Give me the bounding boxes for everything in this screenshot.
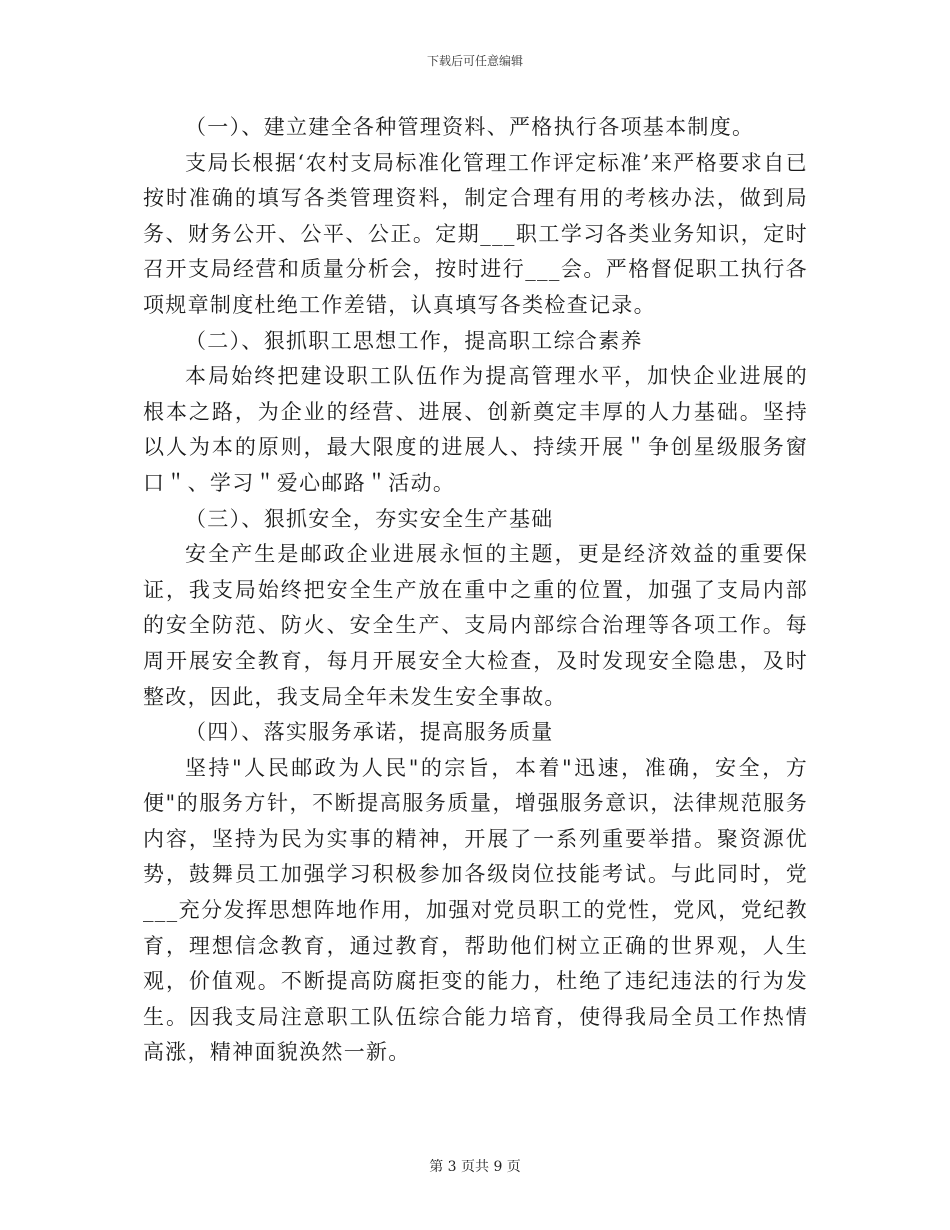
paragraph-3: 安全产生是邮政企业进展永恒的主题，更是经济效益的重要保证，我支局始终把安全生产放在重中之重的位置，加强了支局内部的安全防范、防火、安全生产、支局内部综合治理等各项工作。每周开展安全教育，每月开展安全大检查，及时发现安全隐患，及时整改，因此，我支局全年未发生安全事故。 <box>143 542 808 709</box>
paragraph-2: 本局始终把建设职工队伍作为提高管理水平，加快企业进展的根本之路，为企业的经营、进展、创新奠定丰厚的人力基础。坚持以人为本的原则，最大限度的进展人、持续开展＂争创星级服务窗口＂、学习＂爱心邮路＂活动。 <box>143 364 808 495</box>
page-number: 第 3 页共 9 页 <box>429 1159 521 1175</box>
document-body <box>143 110 808 1071</box>
section-heading-4: （四）、落实服务承诺，提高服务质量 <box>185 720 554 745</box>
paragraph-4: 坚持"人民邮政为人民"的宗旨，本着"迅速，准确，安全，方便"的服务方针，不断提高服务质量，增强服务意识，法律规范服务内容，坚持为民为实事的精神，开展了一系列重要举措。聚资源优势，鼓舞员工加强学习积极参加各级岗位技能考试。与此同时，党___充分发挥思想阵地作用，加强对党员职工的党性，党风，党纪教育，理想信念教育，通过教育，帮助他们树立正确的世界观，人生观，价值观。不断提高防腐拒变的能力，杜绝了违纪违法的行为发生。因我支局注意职工队伍综合能力培育，使得我局全员工作热情高涨，精神面貌涣然一新。 <box>143 755 808 1065</box>
section-heading-2: （二）、狠抓职工思想工作，提高职工综合素养 <box>185 328 643 353</box>
section-heading-3: （三）、狠抓安全，夯实安全生产基础 <box>185 506 554 531</box>
page-header: 下载后可任意编辑 <box>426 54 523 68</box>
section-heading-1: （一）、建立建全各种管理资料、严格执行各项基本制度。 <box>185 115 755 139</box>
paragraph-1: 支局长根据‘农村支局标准化管理工作评定标准’来严格要求自已按时准确的填写各类管理资料，制定合理有用的考核办法，做到局务、财务公开、公平、公正。定期___职工学习各类业务知识，定时召开支局经营和质量分析会，按时进行___会。严格督促职工执行各项规章制度杜绝工作差错，认真填写各类检查记录。 <box>143 150 808 317</box>
